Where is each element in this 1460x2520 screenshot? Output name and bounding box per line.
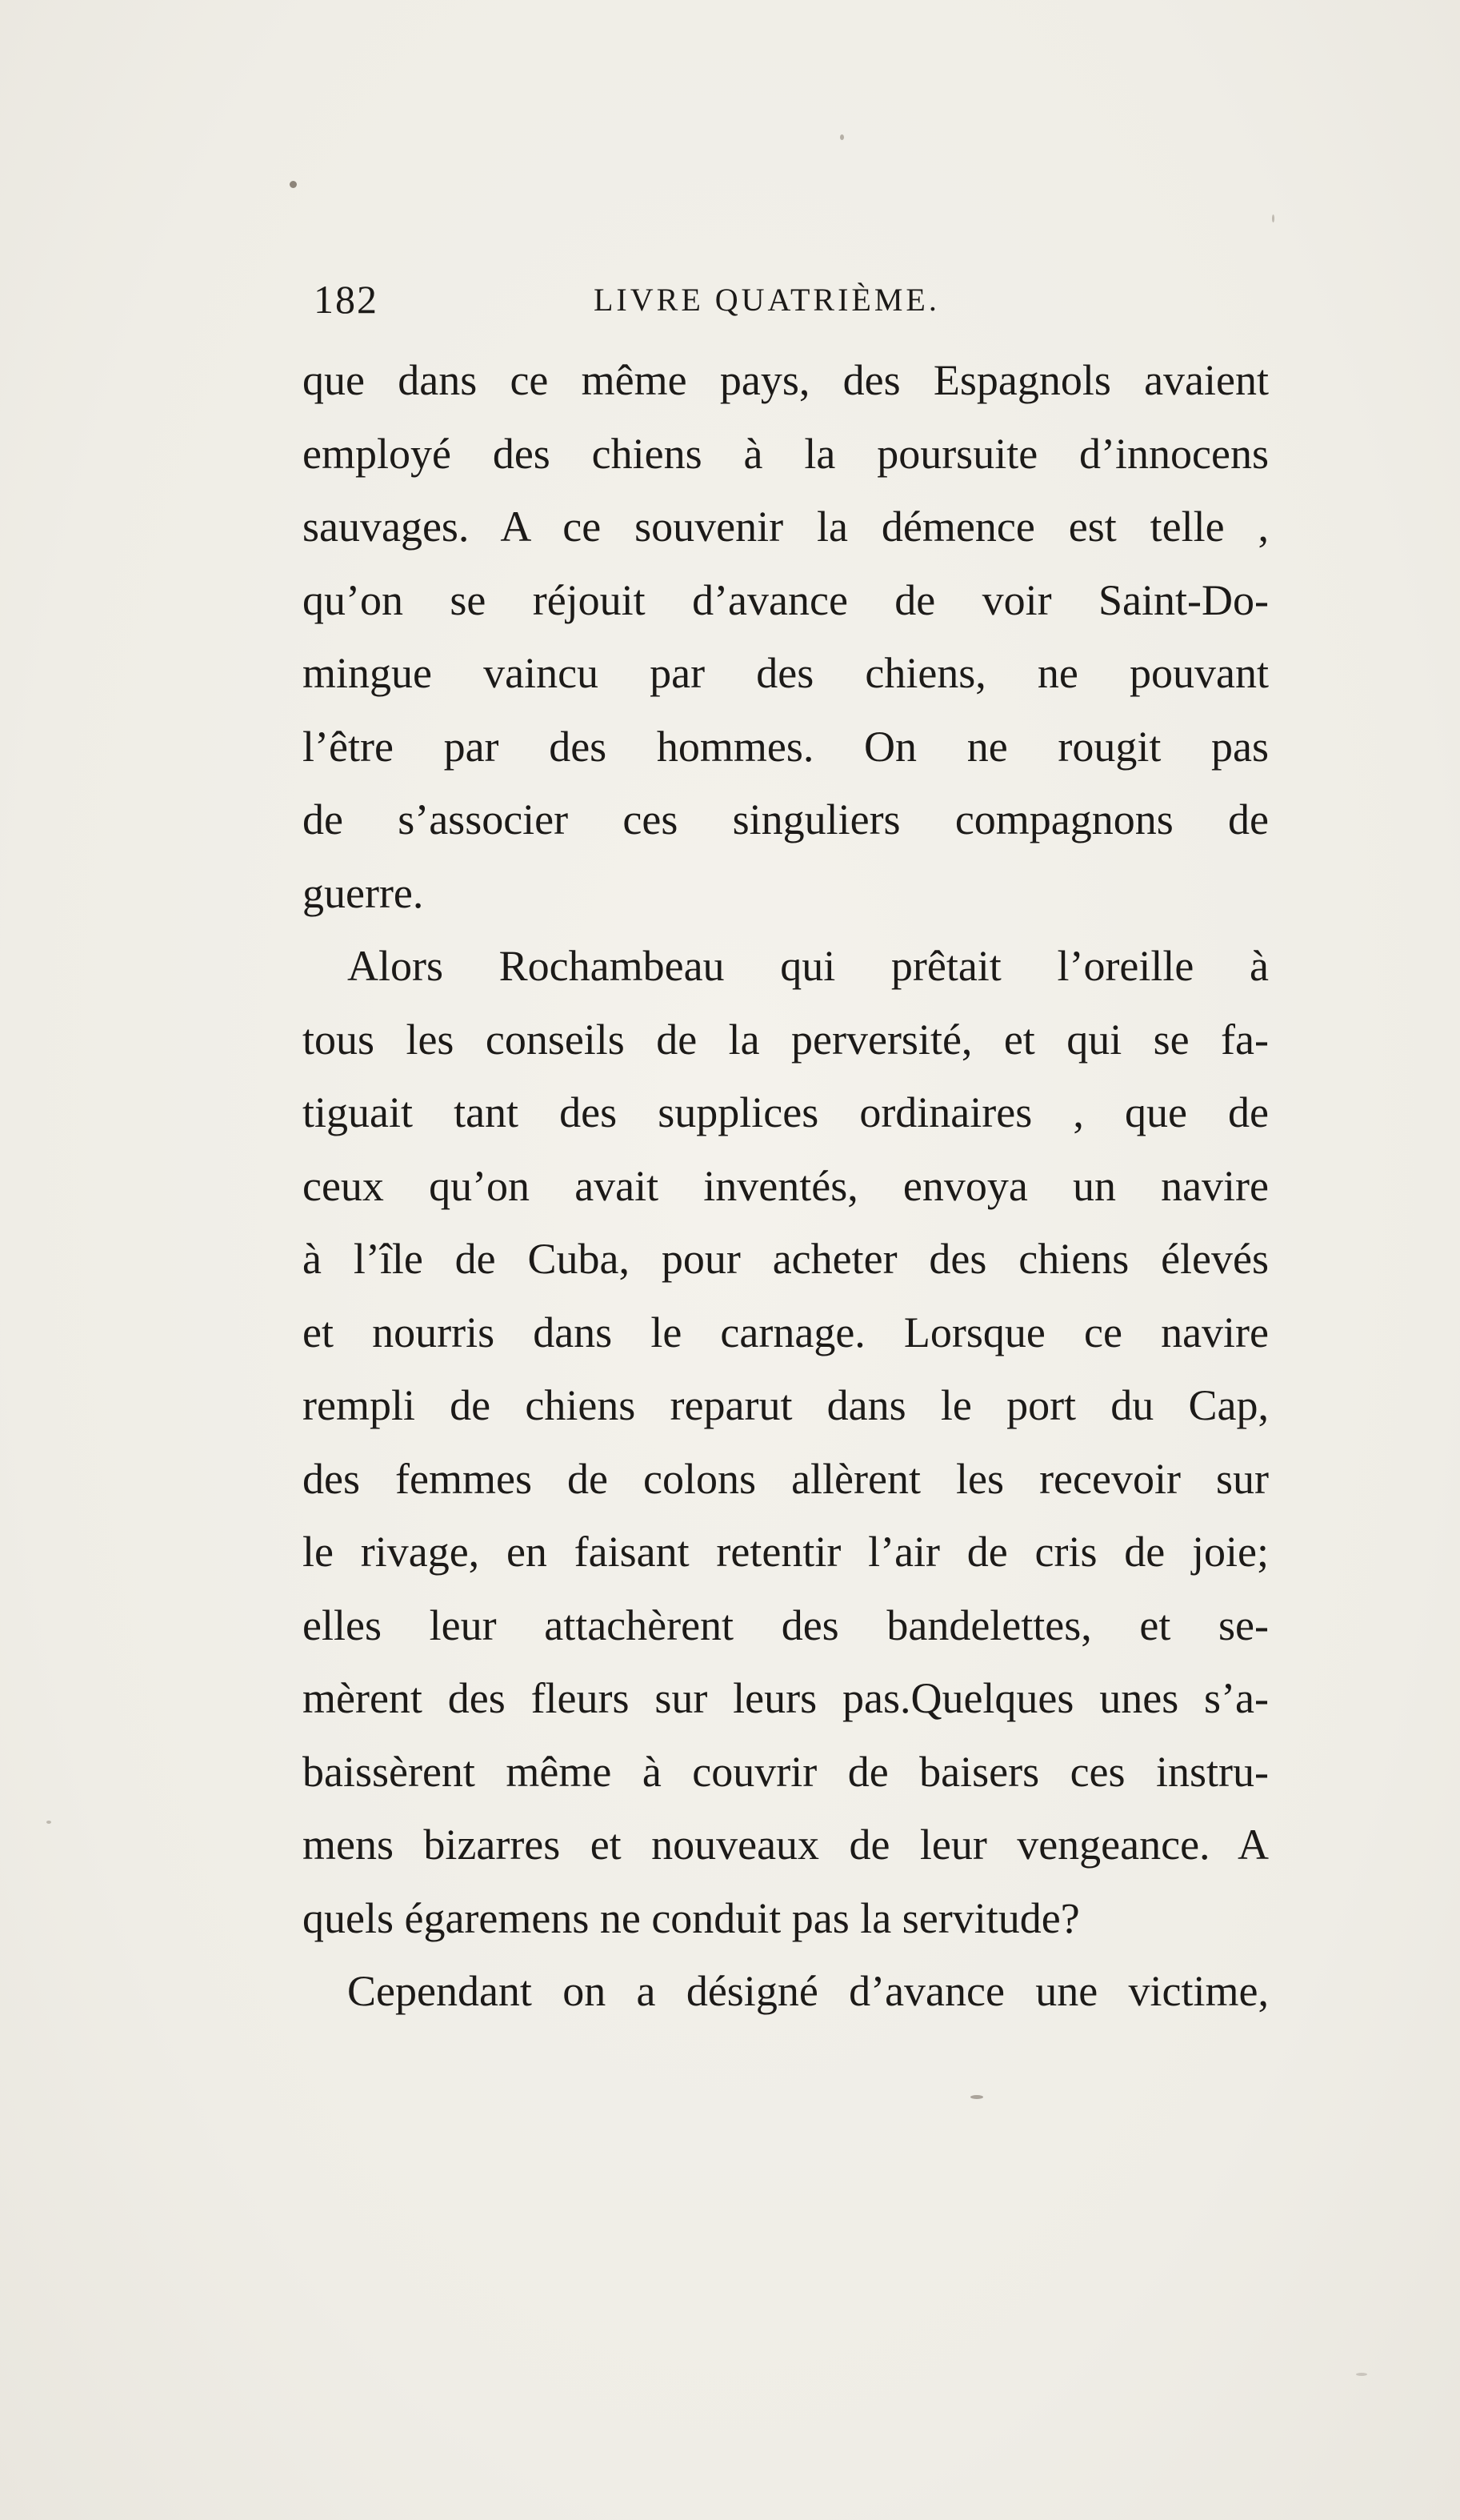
text-line: le rivage, en faisant retentir l’air de cris de joie;: [302, 1528, 1269, 1576]
text-line: sauvages. A ce souvenir la démence est telle ,: [302, 503, 1269, 551]
text-line: tiguait tant des supplices ordinaires , que de: [302, 1088, 1269, 1136]
text-line: mens bizarres et nouveaux de leur vengeance. A: [302, 1821, 1269, 1869]
page-header: [314, 276, 1264, 332]
text-line: quels égaremens ne conduit pas la servitude?: [302, 1893, 1080, 1942]
paper-speck: [1356, 2373, 1367, 2376]
text-line: de s’associer ces singuliers compagnons de: [302, 795, 1269, 843]
page-number: 182: [314, 277, 378, 322]
paper-speck: [290, 181, 297, 188]
text-line: des femmes de colons allèrent les recevoir sur: [302, 1454, 1269, 1503]
text-line: baissèrent même à couvrir de baisers ces instru-: [302, 1747, 1269, 1796]
text-line: l’être par des hommes. On ne rougit pas: [302, 722, 1269, 771]
text-line: employé des chiens à la poursuite d’innocens: [302, 429, 1269, 478]
paper-speck: [970, 2095, 983, 2099]
text-line: qu’on se réjouit d’avance de voir Saint-Do-: [302, 575, 1269, 624]
text-line: ceux qu’on avait inventés, envoya un navire: [302, 1161, 1269, 1210]
text-line: à l’île de Cuba, pour acheter des chiens élevés: [302, 1235, 1269, 1283]
text-line: mingue vaincu par des chiens, ne pouvant: [302, 649, 1269, 697]
text-line: tous les conseils de la perversité, et qui se fa-: [302, 1015, 1269, 1064]
paper-speck: [46, 1821, 51, 1824]
paper-speck: [1272, 214, 1274, 222]
text-line: Cependant on a désigné d’avance une victime,: [347, 1967, 1269, 2015]
body-text: [302, 344, 1269, 2029]
text-line: rempli de chiens reparut dans le port du Cap,: [302, 1381, 1269, 1429]
text-line: et nourris dans le carnage. Lorsque ce navire: [302, 1308, 1269, 1356]
text-line: mèrent des fleurs sur leurs pas.Quelques unes s’a-: [302, 1674, 1269, 1722]
text-line: que dans ce même pays, des Espagnols avaient: [302, 356, 1269, 404]
text-line: elles leur attachèrent des bandelettes, et se-: [302, 1601, 1269, 1649]
paper-speck: [840, 134, 844, 140]
text-line: Alors Rochambeau qui prêtait l’oreille à: [347, 942, 1269, 990]
running-title: LIVRE QUATRIÈME.: [594, 282, 940, 318]
text-line: guerre.: [302, 868, 424, 917]
